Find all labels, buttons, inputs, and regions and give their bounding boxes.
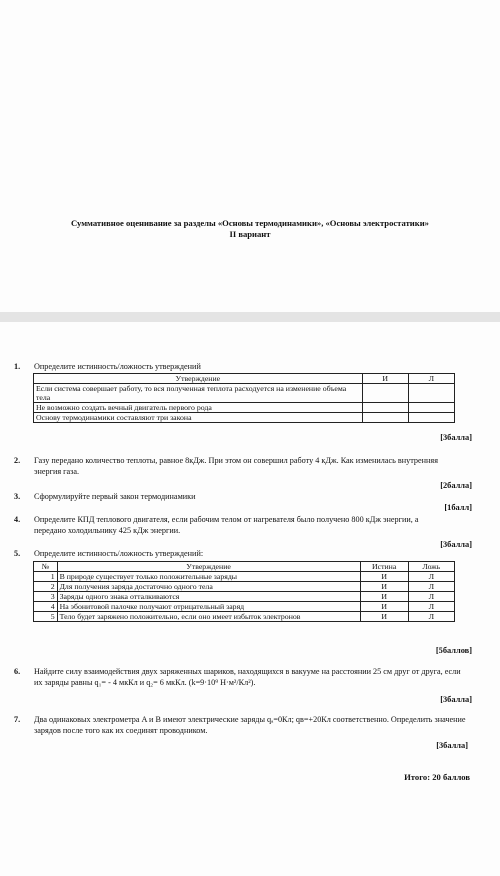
row-number: 4 [34, 602, 58, 612]
q1-table [33, 373, 455, 423]
title-line-1: Суммативное оценивание за разделы «Основы термодинамики», «Основы электростатики» [71, 218, 429, 228]
question-4 [14, 515, 464, 539]
question-number: 1. [14, 362, 21, 371]
row-number: 5 [34, 612, 58, 622]
question-number: 6. [14, 667, 21, 676]
header-statement: Утверждение [34, 374, 363, 384]
question-text: Два одинаковых электрометра A и B имеют электрические заряды qₐ=0Кл; qв=+20Кл соответственно. Определить значение зарядов после того как их соединят проводником. [34, 715, 466, 735]
table-header-row [34, 374, 455, 384]
table-row [34, 602, 455, 612]
table-row [34, 582, 455, 592]
question-text: Определите КПД теплового двигателя, если рабочим телом от нагревателя было получено 800 кДж энергии, а передано холодильнику 425 кДж энергии. [34, 515, 419, 535]
table-row [34, 572, 455, 582]
row-number: 2 [34, 582, 58, 592]
question-number: 7. [14, 715, 21, 724]
question-number: 5. [14, 549, 21, 558]
option-true[interactable]: И [360, 582, 408, 592]
option-true[interactable]: И [360, 592, 408, 602]
answer-cell-true[interactable] [362, 403, 408, 413]
question-5 [14, 549, 464, 561]
title-line-2: II вариант [229, 229, 271, 239]
question-7 [14, 715, 474, 739]
table-row [34, 413, 455, 423]
document-title [0, 218, 500, 240]
question-text: Сформулируйте первый закон термодинамики [34, 492, 196, 501]
table-row [34, 592, 455, 602]
answer-cell-false[interactable] [408, 384, 454, 403]
header-number: № [34, 562, 58, 572]
answer-cell-false[interactable] [408, 413, 454, 423]
header-false: Ложь [408, 562, 454, 572]
question-number: 4. [14, 515, 21, 524]
q7-score: [3балла] [436, 741, 468, 750]
question-6 [14, 667, 474, 691]
q6-score: [3балла] [440, 695, 472, 704]
option-true[interactable]: И [360, 612, 408, 622]
q1-score: [3балла] [440, 433, 472, 442]
question-text: Найдите силу взаимодействия двух заряженных шариков, находящихся в вакууме на расстоянии 25 см друг от друга, если их заряды равны q₁= - 4 мкКл и q₂= 6 мкКл. (k=9·10⁹ Н·м²/Кл²). [34, 667, 461, 687]
statement-cell: Если система совершает работу, то вся полученная теплота расходуется на изменение объема тела [34, 384, 363, 403]
header-false: Л [408, 374, 454, 384]
option-false[interactable]: Л [408, 612, 454, 622]
answer-cell-true[interactable] [362, 413, 408, 423]
question-text: Определите истинность/ложность утверждений: [34, 549, 204, 558]
answer-cell-true[interactable] [362, 384, 408, 403]
table-row [34, 384, 455, 403]
statement-cell: Не возможно создать вечный двигатель первого рода [34, 403, 363, 413]
statement-cell: В природе существует только положительные заряды [57, 572, 360, 582]
question-number: 2. [14, 456, 21, 465]
q3-score: [1балл] [444, 503, 472, 512]
statement-cell: Основу термодинамики составляют три закона [34, 413, 363, 423]
table-row [34, 403, 455, 413]
page-separator [0, 312, 500, 322]
table-row [34, 612, 455, 622]
option-false[interactable]: Л [408, 602, 454, 612]
header-true: Истина [360, 562, 408, 572]
statement-cell: Для получения заряда достаточно одного тела [57, 582, 360, 592]
option-true[interactable]: И [360, 602, 408, 612]
header-true: И [362, 374, 408, 384]
q2-score: [2балла] [440, 481, 472, 490]
question-text: Газу передано количество теплоты, равное 8кДж. При этом он совершил работу 4 кДж. Как изменилась внутренняя энергия газа. [34, 456, 438, 476]
question-number: 3. [14, 492, 21, 501]
statement-cell: На эбонитовой палочке получают отрицательный заряд [57, 602, 360, 612]
q4-score: [3балла] [440, 540, 472, 549]
row-number: 3 [34, 592, 58, 602]
statement-cell: Тело будет заряжено положительно, если оно имеет избыток электронов [57, 612, 360, 622]
q5-table [33, 561, 455, 622]
option-false[interactable]: Л [408, 572, 454, 582]
page-top [0, 0, 500, 312]
q5-score: [5баллов] [435, 646, 472, 655]
option-false[interactable]: Л [408, 582, 454, 592]
question-2 [14, 456, 464, 480]
statement-cell: Заряды одного знака отталкиваются [57, 592, 360, 602]
row-number: 1 [34, 572, 58, 582]
question-3 [14, 492, 464, 504]
question-text: Определите истинность/ложность утверждений [34, 362, 201, 371]
table-header-row [34, 562, 455, 572]
answer-cell-false[interactable] [408, 403, 454, 413]
option-true[interactable]: И [360, 572, 408, 582]
option-false[interactable]: Л [408, 592, 454, 602]
total-score: Итого: 20 баллов [404, 772, 470, 782]
header-statement: Утверждение [57, 562, 360, 572]
